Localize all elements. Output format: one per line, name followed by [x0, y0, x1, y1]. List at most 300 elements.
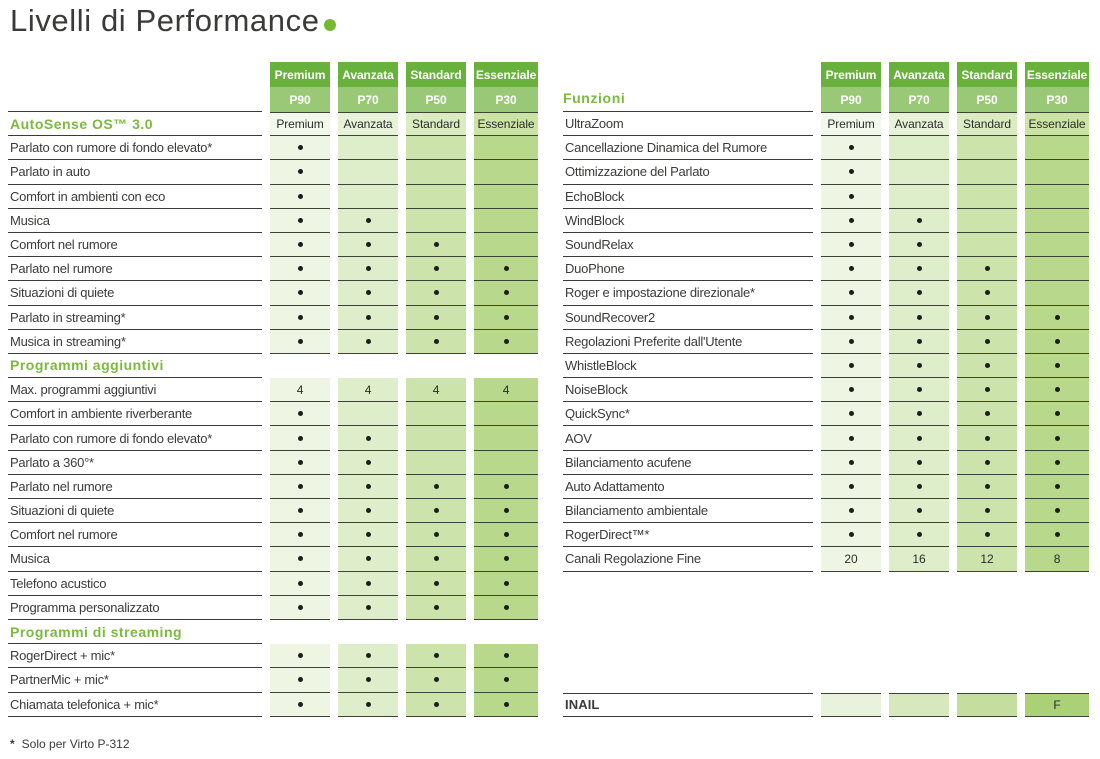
tier-cell [1025, 354, 1089, 378]
feature-dot-icon [1055, 508, 1060, 513]
feature-dot-icon [434, 653, 439, 658]
feature-label: Ottimizzazione del Parlato [563, 160, 813, 184]
feature-dot-icon [504, 581, 509, 586]
tier-cell: F [1025, 693, 1089, 717]
feature-dot-icon [985, 508, 990, 513]
tier-cell [406, 257, 466, 281]
feature-dot-icon [504, 677, 509, 682]
feature-dot-icon [434, 605, 439, 610]
feature-dot-icon [434, 484, 439, 489]
tier-code: P50 [957, 87, 1017, 112]
tier-cell [474, 668, 538, 692]
tier-cell [1025, 160, 1089, 184]
tier-cell [957, 233, 1017, 257]
feature-dot-icon [434, 339, 439, 344]
tier-code: P90 [270, 87, 330, 112]
feature-dot-icon [917, 411, 922, 416]
feature-dot-icon [366, 556, 371, 561]
feature-dot-icon [504, 290, 509, 295]
tier-name: Standard [406, 62, 466, 87]
tier-cell [474, 451, 538, 475]
feature-dot-icon [298, 436, 303, 441]
tier-cell [474, 160, 538, 184]
feature-label: Telefono acustico [8, 572, 262, 596]
tier-cell: 4 [474, 378, 538, 402]
footnote [10, 737, 130, 751]
feature-label: Comfort nel rumore [8, 523, 262, 547]
feature-dot-icon [366, 242, 371, 247]
feature-label: Chiamata telefonica + mic* [8, 693, 262, 717]
tier-cell [821, 378, 881, 402]
feature-dot-icon [849, 218, 854, 223]
tier-cell [338, 475, 398, 499]
section-title: Programmi di streaming [8, 620, 262, 644]
feature-dot-icon [985, 266, 990, 271]
tier-cell [821, 451, 881, 475]
tier-cell [474, 402, 538, 426]
feature-dot-icon [504, 315, 509, 320]
tier-cell: 4 [338, 378, 398, 402]
tier-cell: 12 [957, 547, 1017, 571]
feature-dot-icon [366, 484, 371, 489]
feature-label: Parlato nel rumore [8, 257, 262, 281]
feature-dot-icon [985, 290, 990, 295]
tier-cell [889, 451, 949, 475]
tier-cell [889, 136, 949, 160]
tier-cell [821, 693, 881, 717]
feature-dot-icon [366, 702, 371, 707]
tier-cell [338, 330, 398, 354]
tier-cell [1025, 136, 1089, 160]
feature-label: AOV [563, 426, 813, 450]
tier-code: P30 [1025, 87, 1089, 112]
tier-cell [474, 233, 538, 257]
tier-cell [406, 547, 466, 571]
feature-dot-icon [434, 532, 439, 537]
tier-header-p70 [889, 62, 949, 112]
feature-label: Musica [8, 209, 262, 233]
feature-dot-icon [917, 315, 922, 320]
feature-dot-icon [298, 315, 303, 320]
tier-cell [957, 426, 1017, 450]
feature-dot-icon [504, 484, 509, 489]
tier-cell [957, 378, 1017, 402]
tier-cell [474, 306, 538, 330]
tier-cell [338, 233, 398, 257]
tier-cell [338, 547, 398, 571]
feature-dot-icon [298, 266, 303, 271]
feature-label: Canali Regolazione Fine [563, 547, 813, 571]
feature-dot-icon [849, 194, 854, 199]
feature-dot-icon [298, 653, 303, 658]
feature-label: PartnerMic + mic* [8, 668, 262, 692]
tier-cell [406, 330, 466, 354]
tier-cell [957, 330, 1017, 354]
feature-label: DuoPhone [563, 257, 813, 281]
feature-dot-icon [366, 605, 371, 610]
feature-label: Roger e impostazione direzionale* [563, 281, 813, 305]
feature-label: Comfort in ambiente riverberante [8, 402, 262, 426]
tier-cell [889, 209, 949, 233]
functions-section-title [563, 62, 813, 112]
feature-dot-icon [849, 315, 854, 320]
tier-cell [270, 572, 330, 596]
feature-dot-icon [298, 556, 303, 561]
tier-cell [270, 257, 330, 281]
tier-cell [1025, 523, 1089, 547]
feature-dot-icon [1055, 387, 1060, 392]
tier-cell [406, 209, 466, 233]
functions-table [563, 62, 1089, 717]
tier-cell [270, 547, 330, 571]
tier-cell [1025, 378, 1089, 402]
tier-cell [889, 330, 949, 354]
feature-dot-icon [504, 605, 509, 610]
tier-cell [957, 499, 1017, 523]
feature-label: Parlato con rumore di fondo elevato* [8, 426, 262, 450]
section-title: Funzioni [563, 90, 626, 106]
feature-dot-icon [366, 436, 371, 441]
feature-dot-icon [504, 532, 509, 537]
tier-header-p90 [821, 62, 881, 112]
tier-cell [406, 499, 466, 523]
feature-dot-icon [917, 532, 922, 537]
brand-dot-icon [324, 19, 336, 31]
tier-cell [474, 257, 538, 281]
tier-cell [957, 475, 1017, 499]
feature-label: SoundRelax [563, 233, 813, 257]
tier-cell [474, 596, 538, 620]
feature-dot-icon [985, 436, 990, 441]
feature-dot-icon [985, 363, 990, 368]
tier-cell [889, 306, 949, 330]
tier-cell [474, 499, 538, 523]
tier-cell [270, 668, 330, 692]
tier-cell [338, 451, 398, 475]
tier-cell: Essenziale [1025, 112, 1089, 136]
tier-cell [270, 209, 330, 233]
tier-name: Essenziale [1025, 62, 1089, 87]
feature-label: Musica in streaming* [8, 330, 262, 354]
tier-cell [957, 523, 1017, 547]
tier-cell [1025, 402, 1089, 426]
tier-cell [957, 354, 1017, 378]
tier-cell [1025, 281, 1089, 305]
feature-dot-icon [917, 387, 922, 392]
page-title [10, 3, 336, 39]
tier-cell [474, 209, 538, 233]
tier-code: P70 [889, 87, 949, 112]
tier-header-p30 [474, 62, 538, 112]
feature-dot-icon [434, 315, 439, 320]
tier-cell [270, 523, 330, 547]
tier-cell [821, 523, 881, 547]
feature-label: RogerDirect + mic* [8, 644, 262, 668]
tier-cell: 16 [889, 547, 949, 571]
tier-cell: 8 [1025, 547, 1089, 571]
tier-cell [821, 354, 881, 378]
feature-label: Auto Adattamento [563, 475, 813, 499]
feature-dot-icon [366, 532, 371, 537]
tier-cell [270, 136, 330, 160]
tier-cell [474, 475, 538, 499]
feature-dot-icon [1055, 315, 1060, 320]
feature-dot-icon [917, 460, 922, 465]
tier-cell [821, 281, 881, 305]
feature-dot-icon [504, 702, 509, 707]
tier-header-p30 [1025, 62, 1089, 112]
feature-dot-icon [298, 339, 303, 344]
feature-label: Parlato con rumore di fondo elevato* [8, 136, 262, 160]
tier-code: P70 [338, 87, 398, 112]
tier-cell [889, 426, 949, 450]
feature-label: Max. programmi aggiuntivi [8, 378, 262, 402]
tier-cell [1025, 499, 1089, 523]
tier-header-p90 [270, 62, 330, 112]
tier-cell [270, 451, 330, 475]
feature-dot-icon [985, 460, 990, 465]
tier-cell [821, 402, 881, 426]
tier-cell [821, 475, 881, 499]
tier-cell [270, 499, 330, 523]
tier-cell [889, 523, 949, 547]
tier-cell [338, 257, 398, 281]
feature-dot-icon [849, 484, 854, 489]
feature-label: EchoBlock [563, 185, 813, 209]
feature-dot-icon [504, 339, 509, 344]
tier-cell [821, 499, 881, 523]
tier-name: Premium [270, 62, 330, 87]
feature-dot-icon [298, 677, 303, 682]
feature-dot-icon [1055, 339, 1060, 344]
tier-cell [406, 451, 466, 475]
feature-dot-icon [917, 436, 922, 441]
feature-dot-icon [298, 702, 303, 707]
tier-cell [821, 257, 881, 281]
tier-cell [889, 475, 949, 499]
feature-dot-icon [298, 484, 303, 489]
feature-dot-icon [434, 290, 439, 295]
tier-cell [270, 233, 330, 257]
feature-dot-icon [366, 653, 371, 658]
feature-label: Bilanciamento ambientale [563, 499, 813, 523]
feature-dot-icon [298, 218, 303, 223]
tier-cell [889, 693, 949, 717]
feature-dot-icon [849, 363, 854, 368]
tier-cell [270, 693, 330, 717]
feature-dot-icon [298, 290, 303, 295]
tier-cell [270, 644, 330, 668]
feature-label: Situazioni di quiete [8, 281, 262, 305]
feature-label: Comfort in ambienti con eco [8, 185, 262, 209]
section-title: AutoSense OS™ 3.0 [8, 112, 262, 136]
feature-label: Cancellazione Dinamica del Rumore [563, 136, 813, 160]
feature-dot-icon [1055, 484, 1060, 489]
feature-dot-icon [917, 242, 922, 247]
feature-dot-icon [849, 387, 854, 392]
feature-label: Programma personalizzato [8, 596, 262, 620]
tier-cell [889, 499, 949, 523]
tier-cell [338, 402, 398, 426]
feature-dot-icon [985, 532, 990, 537]
tier-cell [957, 281, 1017, 305]
feature-dot-icon [434, 556, 439, 561]
feature-dot-icon [1055, 532, 1060, 537]
footnote-text: Solo per Virto P-312 [21, 737, 130, 751]
tier-cell [889, 354, 949, 378]
tier-cell [474, 330, 538, 354]
tier-cell [406, 136, 466, 160]
feature-dot-icon [366, 677, 371, 682]
tier-cell [406, 475, 466, 499]
feature-dot-icon [849, 290, 854, 295]
tier-cell [889, 402, 949, 426]
feature-dot-icon [849, 339, 854, 344]
feature-dot-icon [366, 460, 371, 465]
tier-cell [406, 233, 466, 257]
programs-table [8, 62, 538, 717]
feature-dot-icon [298, 242, 303, 247]
tier-cell [338, 523, 398, 547]
feature-dot-icon [1055, 363, 1060, 368]
feature-dot-icon [917, 508, 922, 513]
tier-cell [270, 160, 330, 184]
feature-dot-icon [298, 581, 303, 586]
feature-label: Comfort nel rumore [8, 233, 262, 257]
feature-dot-icon [366, 508, 371, 513]
tier-cell [270, 281, 330, 305]
tier-cell [474, 185, 538, 209]
feature-dot-icon [985, 411, 990, 416]
feature-dot-icon [504, 653, 509, 658]
tier-cell [406, 693, 466, 717]
feature-dot-icon [917, 290, 922, 295]
tier-cell: Essenziale [474, 112, 538, 136]
tier-cell: Standard [957, 112, 1017, 136]
tier-name: Essenziale [474, 62, 538, 87]
tier-name: Avanzata [338, 62, 398, 87]
feature-dot-icon [985, 339, 990, 344]
tier-cell: 20 [821, 547, 881, 571]
tier-cell [1025, 185, 1089, 209]
feature-dot-icon [849, 436, 854, 441]
feature-label: Musica [8, 547, 262, 571]
feature-dot-icon [849, 532, 854, 537]
tier-cell [338, 693, 398, 717]
tier-cell [406, 185, 466, 209]
tier-cell [821, 185, 881, 209]
feature-label: UltraZoom [563, 112, 813, 136]
tier-code: P90 [821, 87, 881, 112]
feature-dot-icon [434, 266, 439, 271]
feature-dot-icon [298, 532, 303, 537]
tier-cell [474, 523, 538, 547]
tier-cell [338, 572, 398, 596]
tier-cell [889, 185, 949, 209]
feature-dot-icon [917, 484, 922, 489]
feature-dot-icon [1055, 411, 1060, 416]
tier-cell [338, 596, 398, 620]
feature-label: NoiseBlock [563, 378, 813, 402]
tier-cell [474, 644, 538, 668]
feature-dot-icon [1055, 436, 1060, 441]
feature-dot-icon [985, 387, 990, 392]
tier-cell [821, 160, 881, 184]
tier-cell [406, 572, 466, 596]
feature-dot-icon [298, 460, 303, 465]
feature-dot-icon [366, 266, 371, 271]
feature-label: RogerDirect™* [563, 523, 813, 547]
tier-cell [406, 306, 466, 330]
tier-cell [957, 693, 1017, 717]
feature-dot-icon [366, 290, 371, 295]
tier-cell: 4 [406, 378, 466, 402]
feature-dot-icon [849, 145, 854, 150]
tier-cell [474, 693, 538, 717]
tier-header-p70 [338, 62, 398, 112]
tier-cell [1025, 426, 1089, 450]
tier-cell [821, 426, 881, 450]
feature-label: WhistleBlock [563, 354, 813, 378]
tier-header-p50 [957, 62, 1017, 112]
feature-dot-icon [298, 411, 303, 416]
feature-dot-icon [917, 266, 922, 271]
tier-cell [1025, 257, 1089, 281]
tier-cell [270, 402, 330, 426]
feature-label: Bilanciamento acufene [563, 451, 813, 475]
tier-cell [957, 160, 1017, 184]
tier-cell [338, 306, 398, 330]
tier-name: Standard [957, 62, 1017, 87]
tier-cell [821, 233, 881, 257]
feature-dot-icon [985, 315, 990, 320]
feature-dot-icon [366, 218, 371, 223]
tier-cell [406, 668, 466, 692]
tier-cell [474, 572, 538, 596]
tier-cell [1025, 330, 1089, 354]
feature-dot-icon [298, 169, 303, 174]
tier-cell [338, 668, 398, 692]
feature-dot-icon [366, 315, 371, 320]
tier-cell [406, 281, 466, 305]
tier-cell [1025, 306, 1089, 330]
tier-cell: Premium [821, 112, 881, 136]
feature-dot-icon [985, 484, 990, 489]
tier-cell [338, 499, 398, 523]
tier-cell [270, 185, 330, 209]
tier-name: Premium [821, 62, 881, 87]
feature-dot-icon [298, 605, 303, 610]
feature-label: WindBlock [563, 209, 813, 233]
tier-cell [270, 475, 330, 499]
tier-cell [338, 644, 398, 668]
feature-dot-icon [1055, 460, 1060, 465]
tier-cell [406, 160, 466, 184]
tier-cell [338, 281, 398, 305]
feature-label: SoundRecover2 [563, 306, 813, 330]
tier-cell: 4 [270, 378, 330, 402]
tier-cell [889, 257, 949, 281]
tier-cell [821, 330, 881, 354]
feature-dot-icon [917, 218, 922, 223]
tier-cell [338, 209, 398, 233]
tier-cell: Premium [270, 112, 330, 136]
feature-label: INAIL [563, 693, 813, 717]
tier-cell [957, 402, 1017, 426]
tier-cell [957, 257, 1017, 281]
feature-dot-icon [917, 363, 922, 368]
feature-dot-icon [434, 242, 439, 247]
